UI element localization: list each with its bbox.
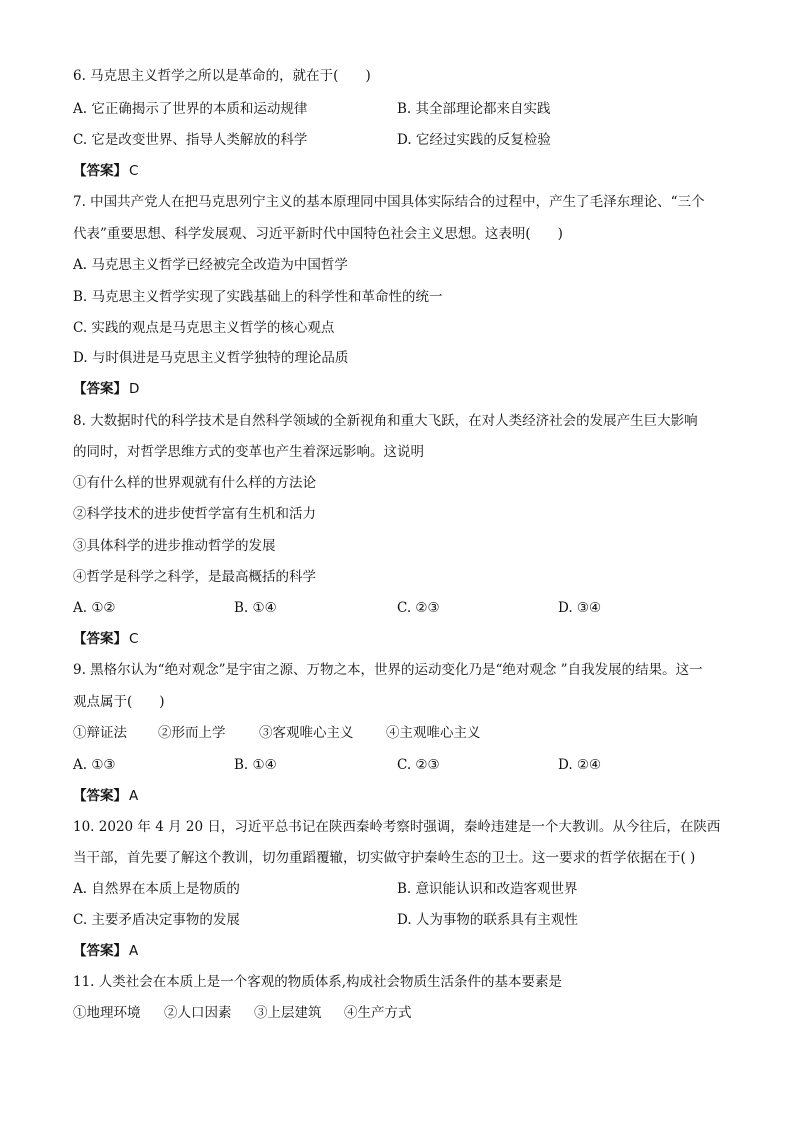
q11-statement-4: ④生产方式: [344, 1005, 412, 1021]
q11-statement-2: ②人口因素: [164, 1005, 232, 1021]
q9-statement-4: ④主观唯心主义: [386, 725, 481, 741]
q8-option-a: A. ①②: [73, 600, 116, 616]
q6-stem: 6. 马克思主义哲学之所以是革命的，就在于( ): [73, 68, 371, 84]
q10-stem-line-1: 10. 2020 年 4 月 20 日，习近平总书记在陕西秦岭考察时强调，秦岭违建是一个大教训。从今往后，在陕西: [73, 819, 721, 835]
q11-statement-3: ③上层建筑: [254, 1005, 322, 1021]
answer-value: A: [129, 943, 139, 959]
q6-answer: [73, 162, 138, 180]
q8-stem-line-2: 的同时，对哲学思维方式的变革也产生着深远影响。这说明: [73, 444, 424, 460]
answer-value: C: [129, 631, 139, 647]
answer-label: 【答案】: [73, 381, 127, 397]
q9-option-b: B. ①④: [234, 757, 277, 773]
answer-label: 【答案】: [73, 788, 127, 804]
q9-option-c: C. ②③: [397, 757, 440, 773]
q9-option-a: A. ①③: [73, 757, 116, 773]
q9-stem-line-2: 观点属于( ): [73, 694, 165, 710]
q8-statement-4: ④哲学是科学之科学，是最高概括的科学: [73, 569, 316, 585]
q9-answer: [73, 787, 138, 805]
q7-option-b: B. 马克思主义哲学实现了实践基础上的科学性和革命性的统一: [73, 289, 443, 305]
q8-option-d: D. ③④: [558, 600, 602, 616]
q7-option-a: A. 马克思主义哲学已经被完全改造为中国哲学: [73, 257, 348, 273]
q7-stem-line-2: 代表”重要思想、科学发展观、习近平新时代中国特色社会主义思想。这表明( ): [73, 226, 563, 242]
q10-option-d: D. 人为事物的联系具有主观性: [397, 912, 578, 928]
q6-option-d: D. 它经过实践的反复检验: [397, 132, 551, 148]
q10-option-c: C. 主要矛盾决定事物的发展: [73, 912, 240, 928]
q9-stem-line-1: 9. 黑格尔认为“绝对观念”是宇宙之源、万物之本，世界的运动变化乃是“绝对观念 ”自我发展的结果。这一: [73, 662, 703, 678]
q6-option-b: B. 其全部理论都来自实践: [397, 101, 551, 117]
q7-option-d: D. 与时俱进是马克思主义哲学独特的理论品质: [73, 350, 349, 366]
q10-answer: [73, 942, 138, 960]
q8-option-b: B. ①④: [234, 600, 277, 616]
q8-statement-3: ③具体科学的进步推动哲学的发展: [73, 538, 276, 554]
q9-statement-3: ③客观唯心主义: [259, 725, 354, 741]
q8-statement-2: ②科学技术的进步使哲学富有生机和活力: [73, 506, 316, 522]
answer-value: A: [129, 788, 139, 804]
q6-option-a: A. 它正确揭示了世界的本质和运动规律: [73, 101, 308, 117]
q6-option-c: C. 它是改变世界、指导人类解放的科学: [73, 132, 308, 148]
q8-stem-line-1: 8. 大数据时代的科学技术是自然科学领域的全新视角和重大飞跃，在对人类经济社会的发展产生巨大影响: [73, 413, 698, 429]
q7-answer: [73, 380, 139, 398]
q10-option-b: B. 意识能认识和改造客观世界: [397, 881, 578, 897]
q7-option-c: C. 实践的观点是马克思主义哲学的核心观点: [73, 320, 335, 336]
q7-stem-line-1: 7. 中国共产党人在把马克思列宁主义的基本原理同中国具体实际结合的过程中，产生了毛泽东理论、“三个: [73, 194, 705, 210]
q8-answer: [73, 630, 138, 648]
q9-statement-1: ①辩证法: [73, 725, 127, 741]
answer-value: D: [129, 381, 140, 397]
q9-statement-2: ②形而上学: [158, 725, 226, 741]
q8-statement-1: ①有什么样的世界观就有什么样的方法论: [73, 475, 316, 491]
q9-option-d: D. ②④: [558, 757, 602, 773]
q10-stem-line-2: 当干部，首先要了解这个教训，切勿重蹈覆辙，切实做守护秦岭生态的卫士。这一要求的哲学依据在于( ): [73, 850, 696, 866]
q11-stem: 11. 人类社会在本质上是一个客观的物质体系,构成社会物质生活条件的基本要素是: [73, 974, 563, 990]
answer-value: C: [129, 163, 139, 179]
q10-option-a: A. 自然界在本质上是物质的: [73, 881, 240, 897]
q11-statement-1: ①地理环境: [73, 1005, 141, 1021]
answer-label: 【答案】: [73, 163, 127, 179]
answer-label: 【答案】: [73, 631, 127, 647]
q8-option-c: C. ②③: [397, 600, 440, 616]
answer-label: 【答案】: [73, 943, 127, 959]
